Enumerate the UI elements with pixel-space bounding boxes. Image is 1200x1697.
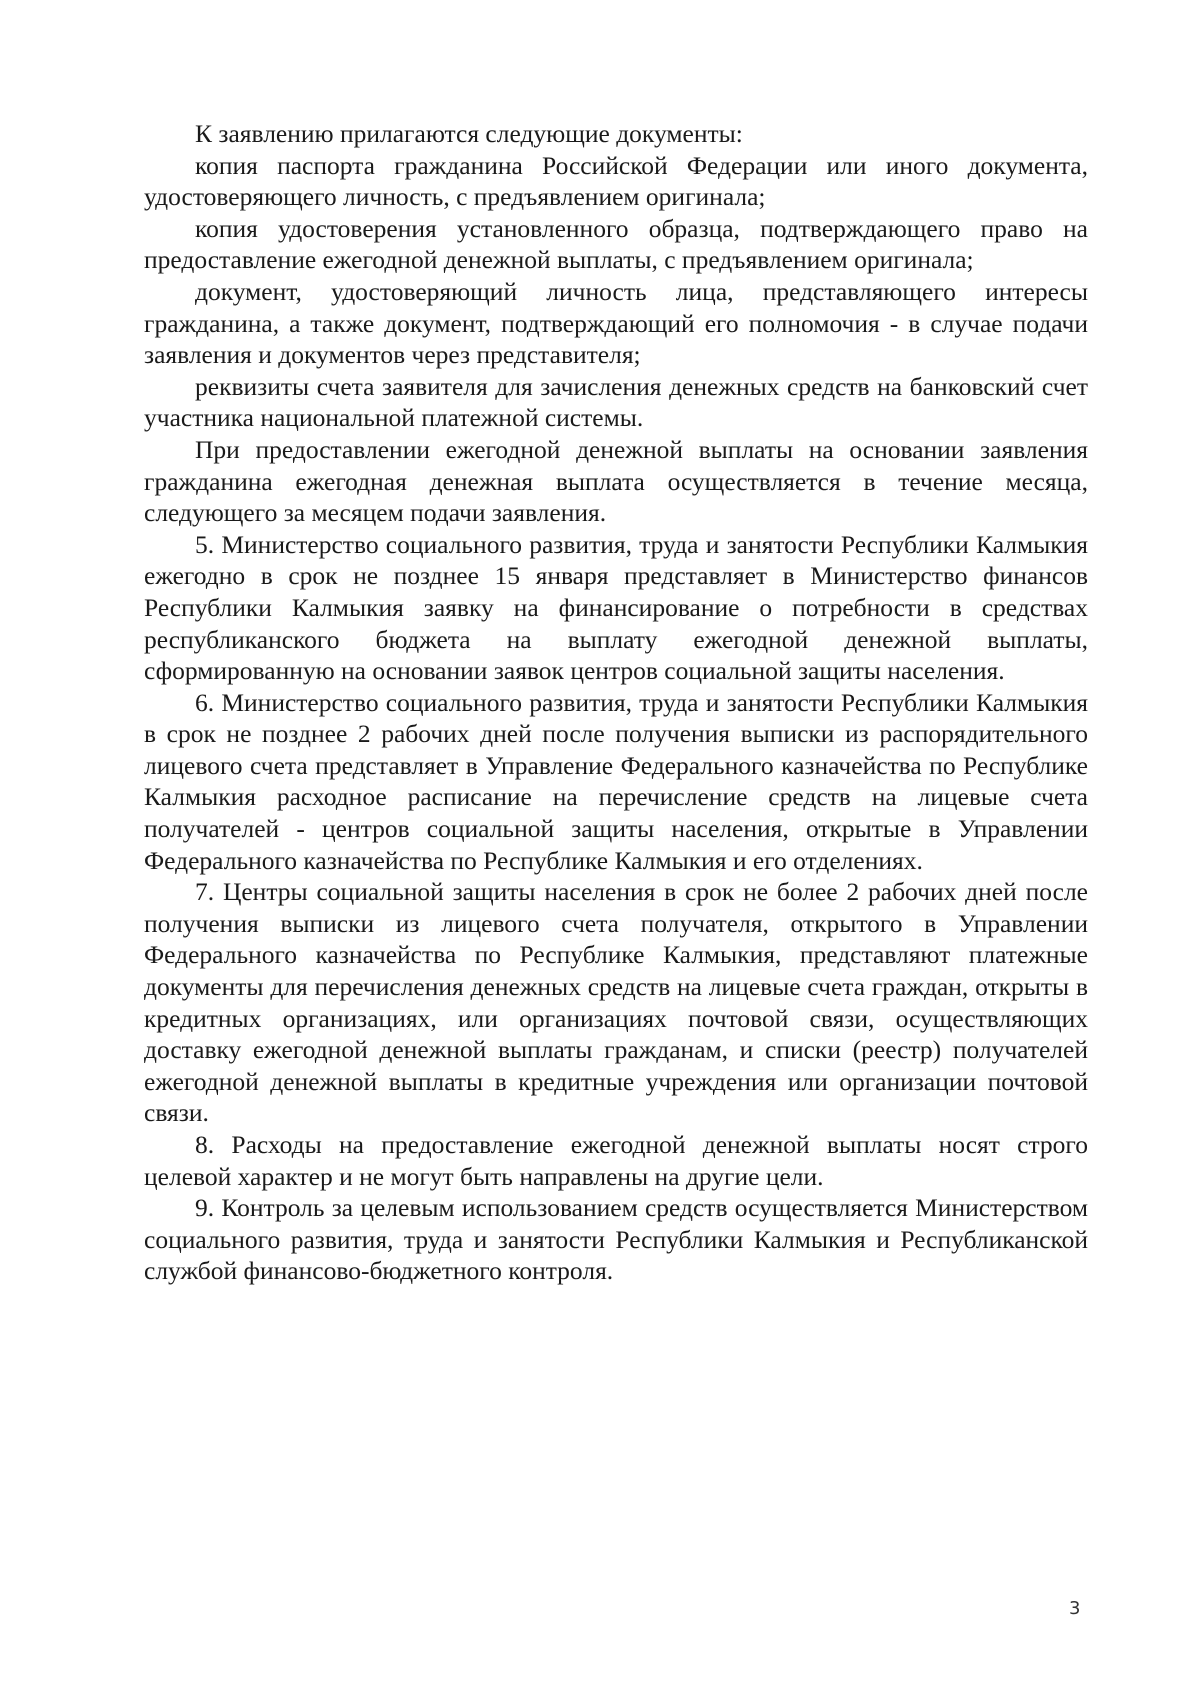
paragraph-item-5: 5. Министерство социального развития, труда и занятости Республики Калмыкия ежегодно в срок не позднее 15 января представляет в Министерство финансов Республики Калмыкия заявку на финансирование о потребности в средствах республиканского бюджета на выплату ежегодной денежной выплаты, сформированную на основании заявок центров социальной защиты населения. [144, 529, 1088, 686]
paragraph-payment-term: При предоставлении ежегодной денежной выплаты на основании заявления гражданина ежегодная денежная выплата осуществляется в течение месяца, следующего за месяцем подачи заявления. [144, 434, 1088, 528]
paragraph-bank-details: реквизиты счета заявителя для зачисления денежных средств на банковский счет участника национальной платежной системы. [144, 371, 1088, 433]
paragraph-certificate-copy: копия удостоверения установленного образца, подтверждающего право на предоставление ежегодной денежной выплаты, с предъявлением оригинала; [144, 213, 1088, 275]
paragraph-item-6: 6. Министерство социального развития, труда и занятости Республики Калмыкия в срок не позднее 2 рабочих дней после получения выписки из распорядительного лицевого счета представляет в Управление Федерального казначейства по Республике Калмыкия расходное расписание на перечисление средств на лицевые счета получателей - центров социальной защиты населения, открытые в Управлении Федерального казначейства по Республике Калмыкия и его отделениях. [144, 687, 1088, 875]
document-body [144, 118, 1088, 1287]
paragraph-item-9: 9. Контроль за целевым использованием средств осуществляется Министерством социального развития, труда и занятости Республики Калмыкия и Республиканской службой финансово-бюджетного контроля. [144, 1193, 1088, 1286]
paragraph-attachments-intro: К заявлению прилагаются следующие документы: [195, 119, 743, 148]
paragraph-passport-copy: копия паспорта гражданина Российской Федерации или иного документа, удостоверяющего личность, с предъявлением оригинала; [144, 150, 1088, 212]
paragraph-item-8: 8. Расходы на предоставление ежегодной денежной выплаты носят строго целевой характер и не могут быть направлены на другие цели. [144, 1130, 1088, 1191]
paragraph-item-7: 7. Центры социальной защиты населения в срок не более 2 рабочих дней после получения выписки из лицевого счета получателя, открытого в Управлении Федерального казначейства по Республике Калмыкия, представляют платежные документы для перечисления денежных средств на лицевые счета граждан, открыты в кредитных организациях, или организациях почтовой связи, осуществляющих доставку ежегодной денежной выплаты гражданам, и списки (реестр) получателей ежегодной денежной выплаты в кредитные учреждения или организации почтовой связи. [144, 877, 1088, 1128]
paragraph-representative-document: документ, удостоверяющий личность лица, представляющего интересы гражданина, а также документ, подтверждающий его полномочия - в случае подачи заявления и документов через представителя; [144, 276, 1088, 370]
page-number: 3 [1069, 1598, 1081, 1619]
